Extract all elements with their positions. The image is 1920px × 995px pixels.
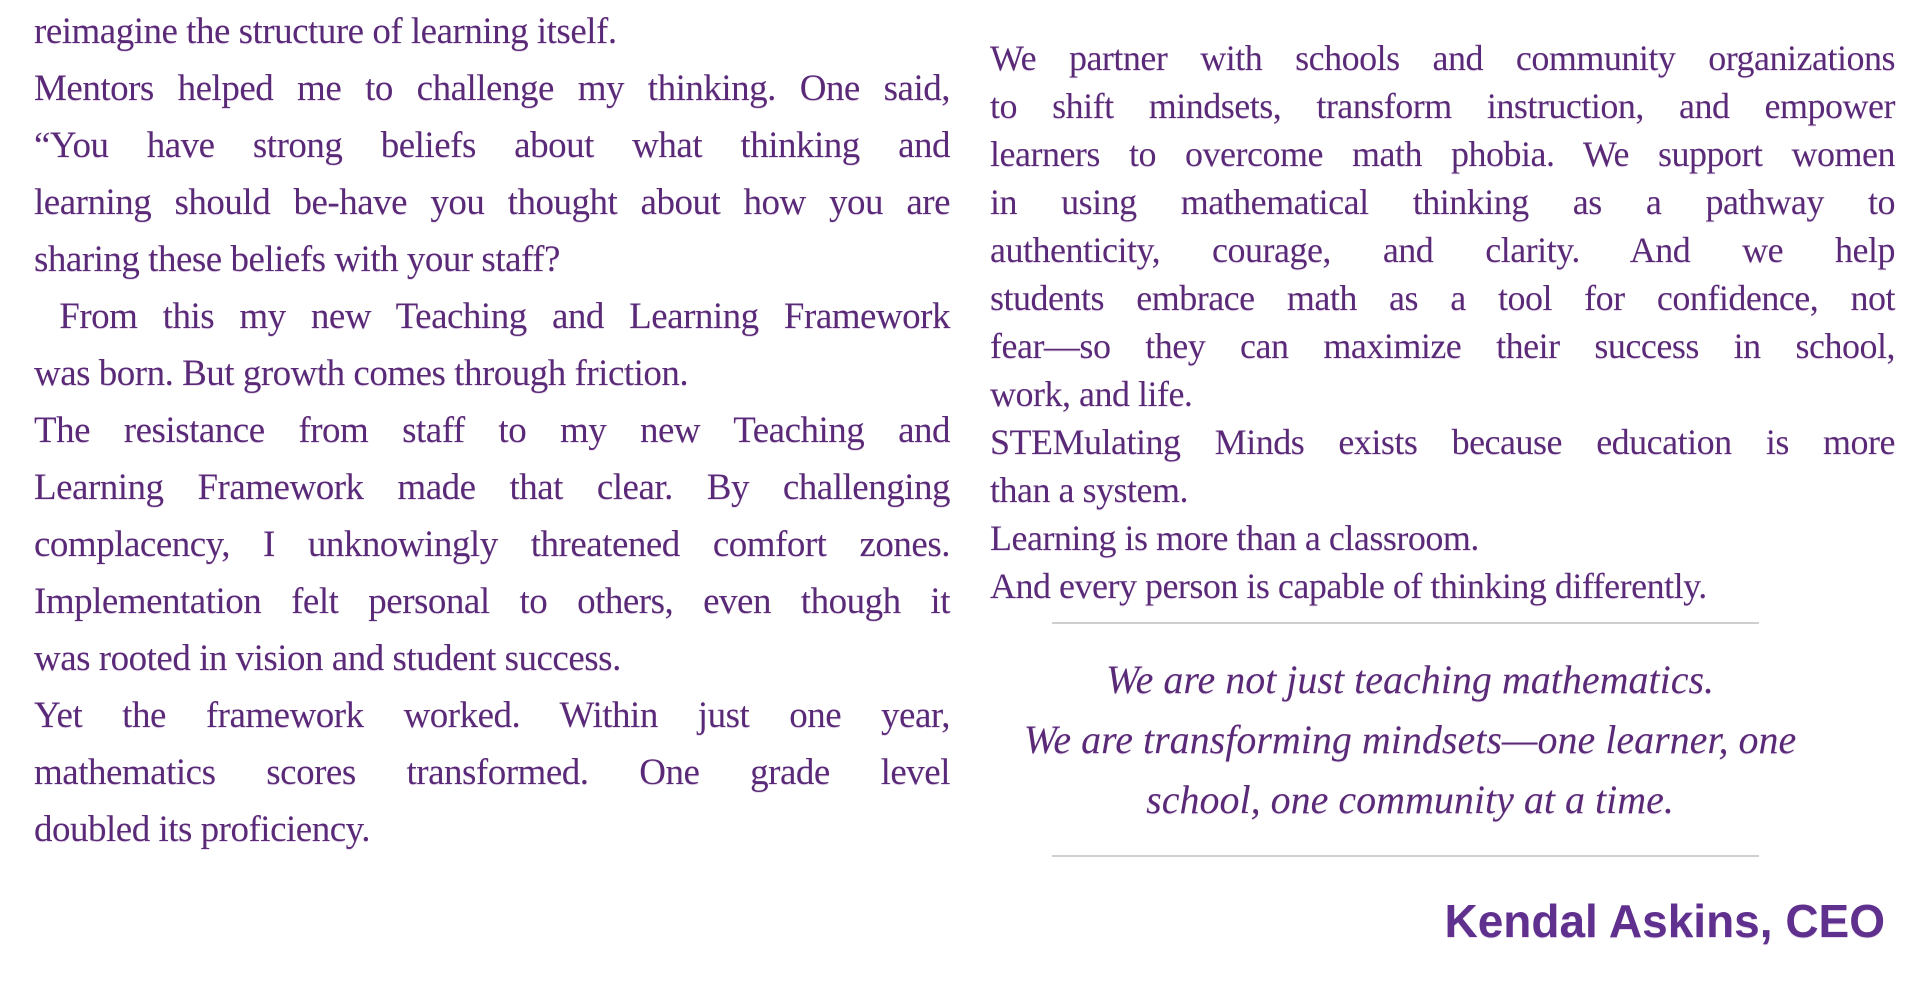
text-line: was born. But growth comes through friction. [34,353,689,394]
text-line: The resistance from staff to my new Teaching and [34,410,950,451]
text-line: We partner with schools and community organizations [990,38,1895,78]
quote-line: We are not just teaching mathematics. [1105,657,1715,702]
divider [1052,855,1759,857]
text-line: Learning is more than a classroom. [990,518,1479,558]
text-line: From this my new Teaching and Learning Framework [34,296,950,337]
text-line: Implementation felt personal to others, even though it [34,581,950,622]
text-line: complacency, I unknowingly threatened comfort zones. [34,524,950,565]
signature-ceo: Kendal Askins, CEO [1444,895,1885,947]
text-line: Yet the framework worked. Within just one year, [34,695,950,736]
quote-line: We are transforming mindsets—one learner, one [1023,717,1797,762]
text-line: learners to overcome math phobia. We support women [990,134,1895,174]
text-line: in using mathematical thinking as a pathway to [990,182,1895,222]
text-line: doubled its proficiency. [34,809,370,850]
left-text-column [34,3,950,858]
text-line: learning should be-have you thought about how you are [34,182,950,223]
text-line: And every person is capable of thinking differently. [990,566,1707,606]
text-line: work, and life. [990,374,1193,414]
text-line: “You have strong beliefs about what thinking and [34,125,950,166]
text-line: mathematics scores transformed. One grade level [34,752,950,793]
text-line: Learning Framework made that clear. By challenging [34,467,950,508]
divider [1052,622,1759,624]
text-line: reimagine the structure of learning itself. [34,11,617,52]
text-line: than a system. [990,470,1188,510]
right-text-column [990,34,1895,945]
text-line: to shift mindsets, transform instruction, and empower [990,86,1895,126]
text-line: fear—so they can maximize their success in school, [990,326,1895,366]
text-line: Mentors helped me to challenge my thinking. One said, [34,68,950,109]
quote-line: school, one community at a time. [1146,777,1674,822]
text-line: sharing these beliefs with your staff? [34,239,560,280]
text-line: students embrace math as a tool for confidence, not [990,278,1895,318]
mission-quote [990,650,1830,830]
text-line: was rooted in vision and student success. [34,638,621,679]
text-line: STEMulating Minds exists because education is more [990,422,1895,462]
text-line: authenticity, courage, and clarity. And we help [990,230,1895,270]
